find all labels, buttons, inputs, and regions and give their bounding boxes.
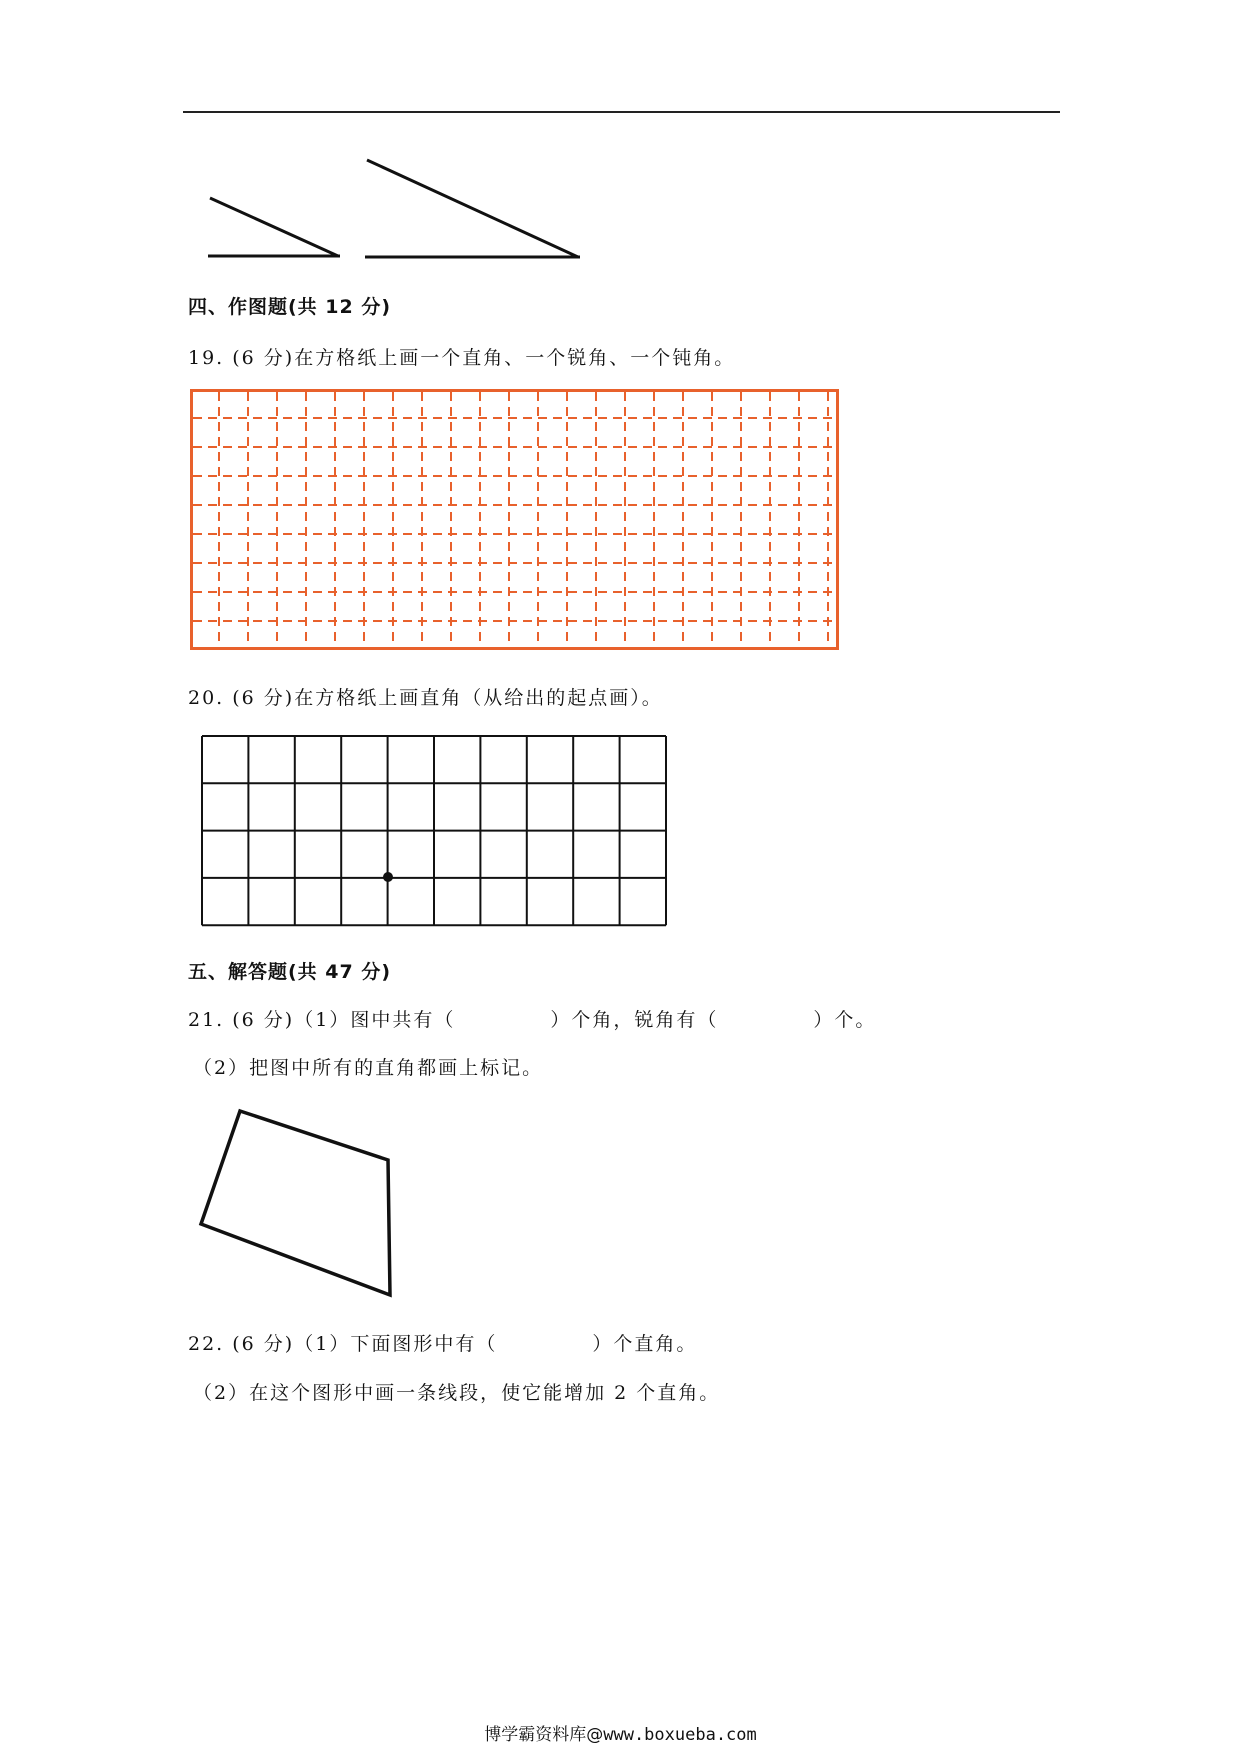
q21-score: (6 分): [232, 1009, 295, 1031]
header-rule: [183, 111, 1060, 113]
q22-part1-a: （1）下面图形中有（: [294, 1333, 498, 1355]
orange-dashed-grid[interactable]: [190, 389, 840, 651]
angle-figure-large: [360, 155, 590, 260]
q21-part1-b: ）个角，锐角有（: [550, 1009, 719, 1031]
q21-part2: （2）把图中所有的直角都画上标记。: [193, 1057, 544, 1079]
q20-score: (6 分): [232, 687, 295, 709]
q22-number: 22.: [188, 1333, 225, 1355]
q21-part1-a: （1）图中共有（: [294, 1009, 456, 1031]
angle-figure-small: [205, 190, 345, 260]
question-19: [188, 343, 735, 370]
quadrilateral-figure: [195, 1105, 395, 1305]
q19-text: 在方格纸上画一个直角、一个锐角、一个钝角。: [294, 347, 736, 369]
q21-part1-c: ）个。: [813, 1009, 877, 1031]
q19-number: 19.: [188, 347, 225, 369]
footer-url[interactable]: www.boxueba.com: [603, 1725, 757, 1745]
question-20: [188, 683, 663, 710]
section-4-title: 四、作图题(共 12 分): [188, 296, 392, 318]
square-grid[interactable]: [200, 734, 670, 926]
footer-brand: 博学霸资料库@: [484, 1725, 604, 1745]
question-21: [188, 1005, 876, 1032]
start-point: [383, 872, 393, 882]
q19-score: (6 分): [232, 347, 295, 369]
q22-part1-b: ）个直角。: [592, 1333, 698, 1355]
q22-score: (6 分): [232, 1333, 295, 1355]
question-22: [188, 1329, 697, 1356]
q20-text: 在方格纸上画直角（从给出的起点画）。: [294, 687, 663, 709]
q22-part2: （2）在这个图形中画一条线段，使它能增加 2 个直角。: [193, 1382, 721, 1404]
footer: [0, 1720, 1241, 1745]
q20-number: 20.: [188, 687, 225, 709]
q21-number: 21.: [188, 1009, 225, 1031]
section-5-title: 五、解答题(共 47 分): [188, 961, 392, 983]
